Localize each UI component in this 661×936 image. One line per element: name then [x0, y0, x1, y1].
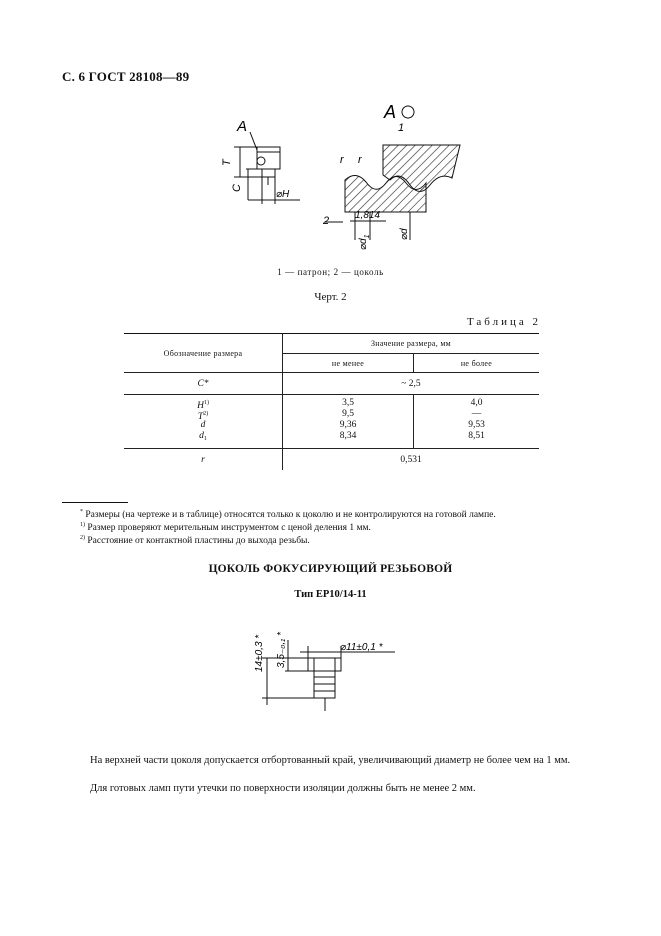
label-r1: r: [340, 154, 344, 166]
col-max: не более: [414, 354, 540, 373]
figure-title: Черт. 2: [314, 291, 347, 303]
footnote-2: $^{2)}$ Расстояние от контактной пластины до выхода резьбы.: [80, 535, 310, 546]
label-a: A: [237, 118, 248, 135]
label-dim-14: 14±0,3 *: [254, 634, 265, 672]
row-c-name: C*: [124, 373, 283, 395]
footnote-rule: [62, 502, 128, 503]
footnote-star: * Размеры (на чертеже и в таблице) относятся только к цоколю и не контролируются на готовой лампе.: [80, 509, 496, 520]
focusing-base-drawing: [0, 610, 661, 720]
table-2: [124, 333, 539, 470]
group-min-values: 3,5 9,5 9,36 8,34: [283, 395, 414, 449]
label-dim-11: ⌀11±0,1 *: [340, 642, 383, 653]
row-r-name: r: [124, 449, 283, 471]
label-c: C: [231, 184, 243, 192]
label-h: ⌀H: [276, 189, 290, 200]
label-1814: 1,814: [355, 210, 381, 221]
view-circle-icon: [402, 106, 414, 118]
paragraph-2: Для готовых ламп пути утечки по поверхности изоляции должны быть не менее 2 мм.: [90, 783, 476, 794]
col-value: Значение размера, мм: [283, 334, 540, 354]
group-names: $H^{1)}$ $T^{2)}$ d $d_1$: [124, 395, 283, 449]
label-callout-2: 2: [323, 215, 330, 227]
col-min: не менее: [283, 354, 414, 373]
figure-caption: 1 — патрон; 2 — цоколь: [277, 267, 384, 277]
label-view-a: A: [384, 102, 397, 122]
label-callout-1: 1: [398, 122, 405, 134]
group-max-values: 4,0 — 9,53 8,51: [414, 395, 540, 449]
section-title: ЦОКОЛЬ ФОКУСИРУЮЩИЙ РЕЗЬБОВОЙ: [208, 563, 453, 575]
row-c-value: ~ 2,5: [283, 373, 540, 395]
label-r2: r: [358, 154, 362, 166]
label-d: ⌀d: [399, 228, 410, 240]
thread-section-view: [325, 145, 460, 240]
footnote-1: $^{1)}$ Размер проверяют мерительным инструментом с ценой деления 1 мм.: [80, 522, 371, 533]
row-r-value: 0,531: [283, 449, 540, 471]
table-title: Таблица 2: [466, 316, 541, 328]
paragraph-1: На верхней части цоколя допускается отбортованный край, увеличивающий диаметр не более чем на 1 мм.: [90, 755, 571, 766]
label-dim-3-5: 3,5₋₀,₁ *: [276, 632, 287, 668]
page-header: С. 6 ГОСТ 28108—89: [62, 69, 190, 84]
label-d1: $⌀d_1$: [358, 234, 371, 250]
base-side-view: [234, 132, 300, 204]
section-subtitle: Тип ЕР10/14-11: [294, 589, 367, 600]
col-designation: Обозначение размера: [124, 334, 283, 373]
label-t: T: [221, 159, 233, 166]
figure-2-drawing: [0, 90, 661, 265]
